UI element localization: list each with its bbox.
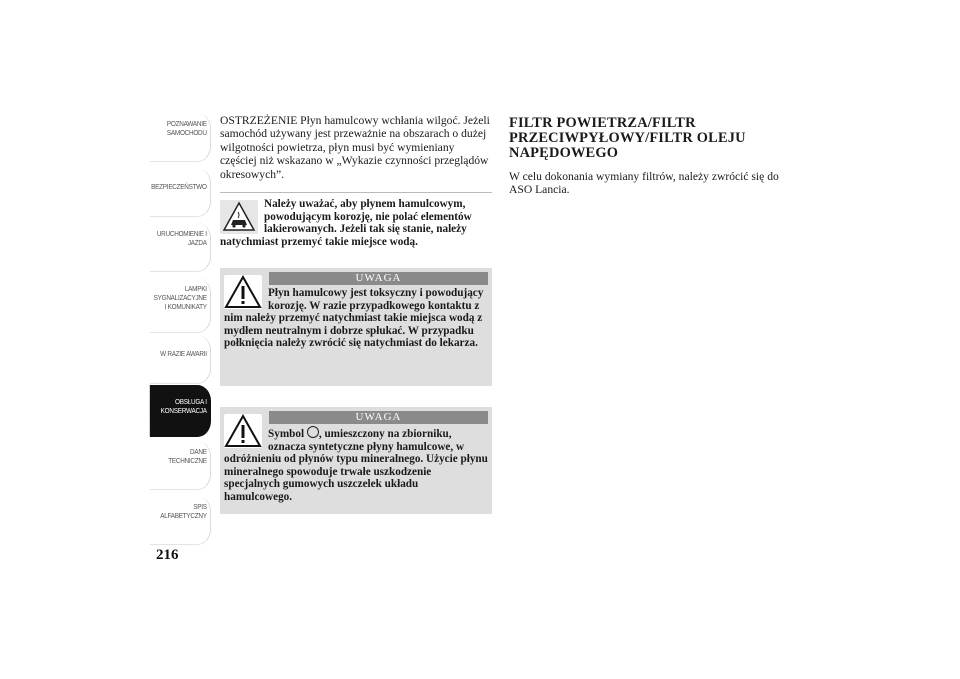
section-heading: FILTR POWIETRZA/FILTR PRZECIWPYŁOWY/FILTR OLEJU NAPĘDOWEGO <box>509 115 746 161</box>
warning-box-synthetic <box>220 407 492 514</box>
divider <box>220 192 492 193</box>
brake-fluid-symbol-icon <box>307 426 319 438</box>
warning-header: UWAGA <box>269 272 488 285</box>
tab-obsluga-i-konserwacja[interactable]: OBSŁUGA I KONSERWACJA <box>150 385 211 437</box>
warning-header: UWAGA <box>269 411 488 424</box>
car-spray-icon <box>220 200 258 234</box>
page-number: 216 <box>156 547 179 563</box>
warning-text-synthetic: Symbol , umieszczony na zbiorniku, oznacza syntetyczne płyny hamulcowe, w odróżnieniu od płynów typu mineralnego. Użycie płynu mineralnego spowoduje trwałe uszkodzenie specjalnych gumowych uszczelek układu hamulcowego. <box>224 428 488 503</box>
warning-box-toxic <box>220 268 492 386</box>
section-paragraph: W celu dokonania wymiany filtrów, należy zwrócić się do ASO Lancia. <box>509 170 779 197</box>
tab-uruchomienie-i-jazda[interactable]: URUCHOMIENIE I JAZDA <box>150 223 211 272</box>
warning-text-toxic: Płyn hamulcowy jest toksyczny i powodujący korozję. W razie przypadkowego kontaktu z nim należy przemyć natychmiast takie miejsca wodą z mydłem neutralnym i dobrze spłukać. W przypadku połknięcia należy zwrócić się natychmiast do lekarza. <box>224 287 484 350</box>
note-block <box>220 198 492 248</box>
left-column <box>220 114 492 181</box>
warning-triangle-icon <box>224 275 262 309</box>
tab-poznawanie-samochodu[interactable]: POZNAWANIE SAMOCHODU <box>150 113 211 162</box>
tab-dane-techniczne[interactable]: DANE TECHNICZNE <box>150 441 211 490</box>
warning-triangle-icon <box>224 414 262 448</box>
warning-paragraph: OSTRZEŻENIE Płyn hamulcowy wchłania wilgoć. Jeżeli samochód używany jest przeważnie na obszarach o dużej wilgotności powietrza, płyn musi być wymieniany częściej niż wskazano w „Wykazie czynności przeglądów okresowych”. <box>220 114 490 181</box>
right-column <box>509 116 789 197</box>
note-text: Należy uważać, aby płynem hamulcowym, powodującym korozję, nie polać elementów lakierowanych. Jeżeli tak się stanie, należy natychmiast przemyć takie miejsce wodą. <box>220 198 472 248</box>
tab-bezpieczenstwo[interactable]: BEZPIECZEŃSTWO <box>150 168 211 217</box>
tab-lampki-sygnalizacyjne[interactable]: LAMPKI SYGNALIZACYJNE I KOMUNIKATY <box>150 278 211 333</box>
tab-w-razie-awarii[interactable]: W RAZIE AWARII <box>150 335 211 384</box>
tab-spis-alfabetyczny[interactable]: SPIS ALFABETYCZNY <box>150 496 211 545</box>
